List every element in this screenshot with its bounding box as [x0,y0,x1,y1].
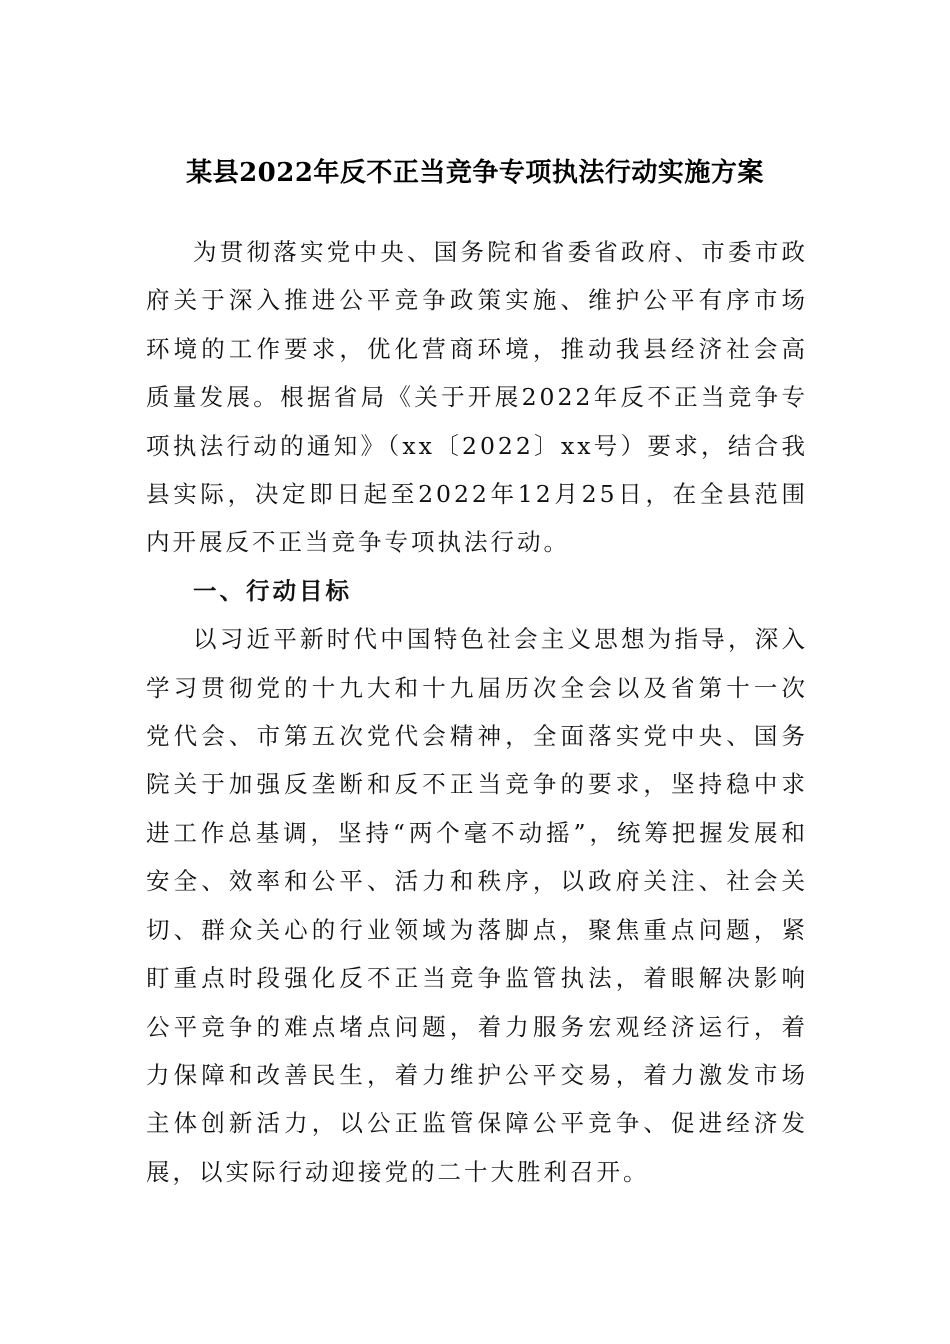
intro-paragraph: 为贯彻落实党中央、国务院和省委省政府、市委市政府关于深入推进公平竞争政策实施、维护公平有序市场环境的工作要求，优化营商环境，推动我县经济社会高质量发展。根据省局《关于开展2022年反不正当竞争专项执法行动的通知》（xx〔2022〕xx号）要求，结合我县实际，决定即日起至2022年12月25日，在全县范围内开展反不正当竞争专项执法行动。 [146,238,808,557]
section-heading: 一、行动目标 [193,576,352,605]
document-title: 某县2022年反不正当竞争专项执法行动实施方案 [186,158,764,188]
section-paragraph: 以习近平新时代中国特色社会主义思想为指导，深入学习贯彻党的十九大和十九届历次全会以及省第十一次党代会、市第五次党代会精神，全面落实党中央、国务院关于加强反垄断和反不正当竞争的要求，坚持稳中求进工作总基调，坚持“两个毫不动摇”，统筹把握发展和安全、效率和公平、活力和秩序，以政府关注、社会关切、群众关心的行业领域为落脚点，聚焦重点问题，紧盯重点时段强化反不正当竞争监管执法，着眼解决影响公平竞争的难点堵点问题，着力服务宏观经济运行，着力保障和改善民生，着力维护公平交易，着力激发市场主体创新活力，以公正监管保障公平竞争、促进经济发展，以实际行动迎接党的二十大胜利召开。 [146,625,808,1186]
document-body [146,228,808,1196]
